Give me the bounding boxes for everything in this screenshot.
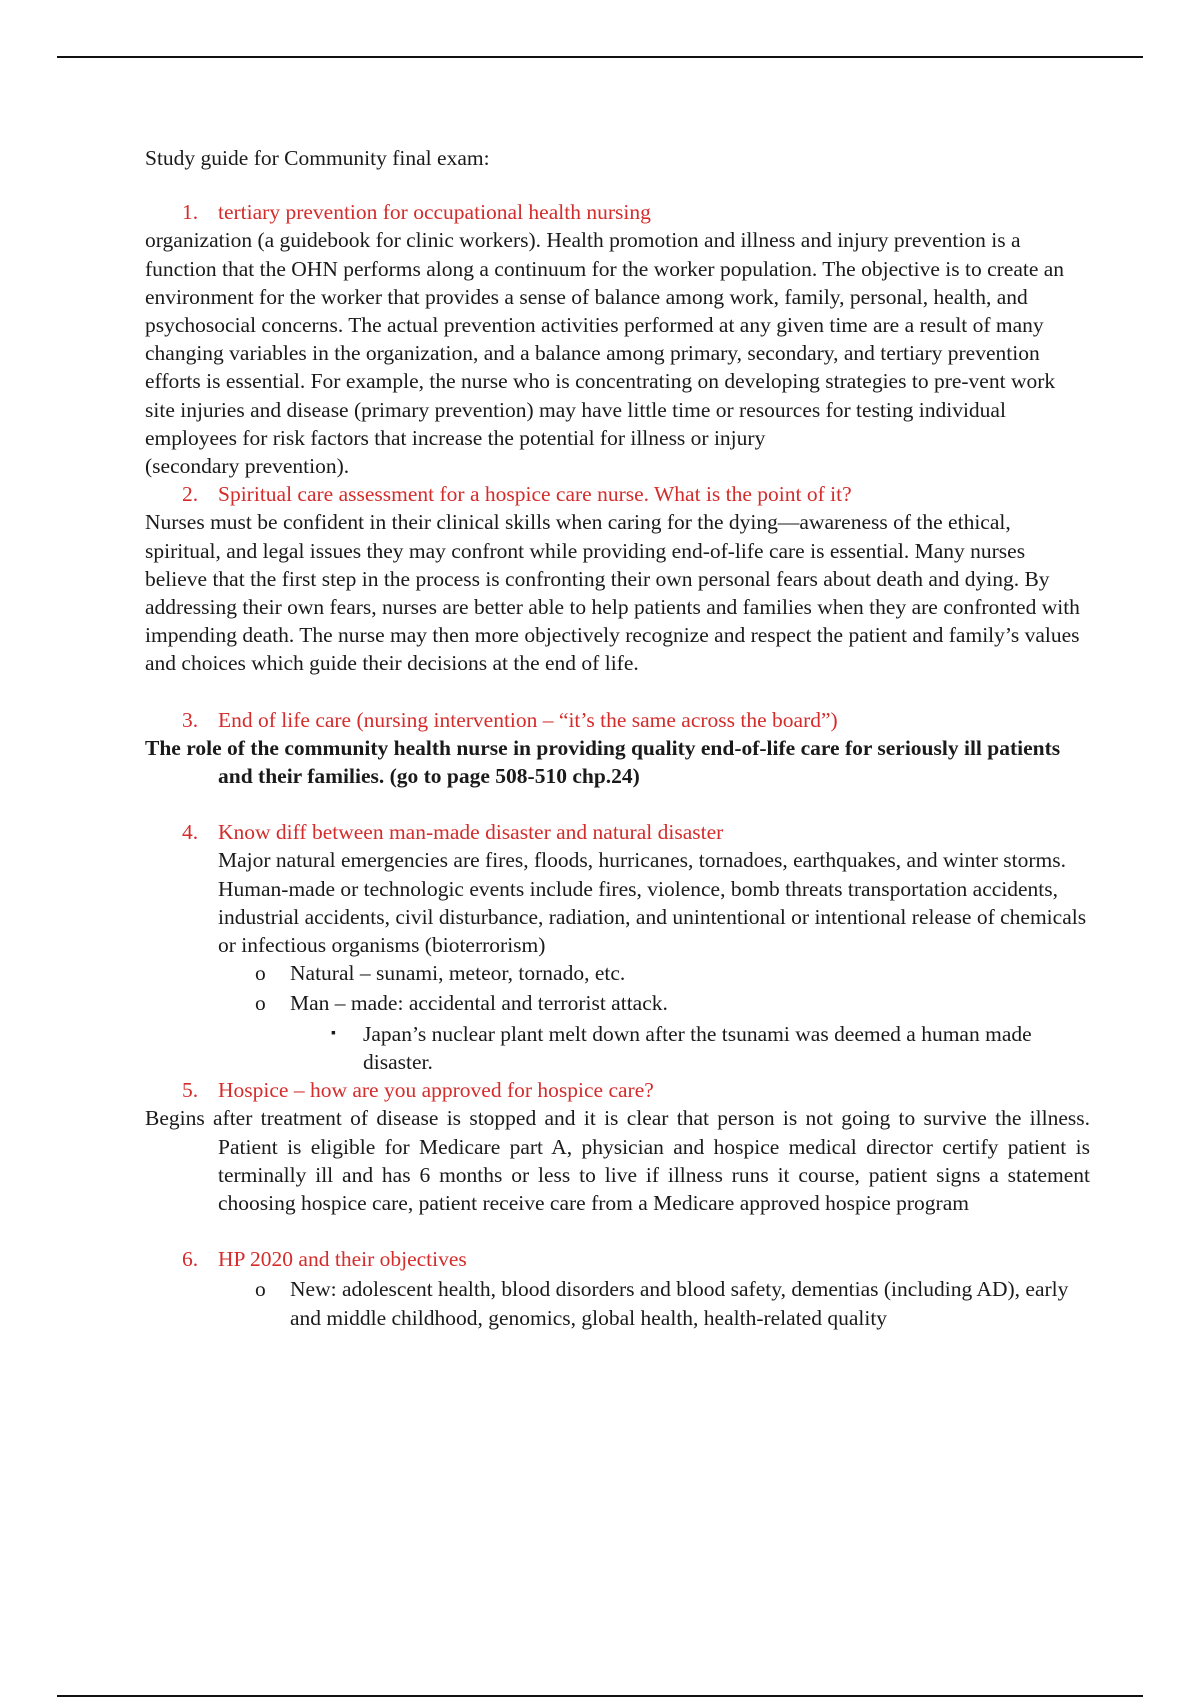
list-item-text: New: adolescent health, blood disorders and blood safety, dementias (including AD), early and middle childhood, genomics, global health, health-related quality [290, 1277, 1069, 1330]
list-item-text: Natural – sunami, meteor, tornado, etc. [290, 961, 626, 986]
section-6-title: HP 2020 and their objectives [218, 1247, 467, 1272]
spacer [145, 678, 1090, 706]
bullet-marker: o [255, 991, 266, 1016]
top-rule [57, 56, 1143, 58]
spacer [145, 1217, 1090, 1245]
section-2-heading [145, 480, 1090, 508]
section-4-title: Know diff between man-made disaster and natural disaster [218, 820, 724, 845]
bottom-rule [57, 1695, 1143, 1697]
section-2-body: Nurses must be confident in their clinical skills when caring for the dying—awareness of the ethical, spiritual, and legal issues they may confront while providing end-of-life care is essential. Many nurses believe that the first step in the process is confronting their own personal fears about death and dying. By addressing their own fears, nurses are better able to help patients and families when they are confronted with impending death. The nurse may then more objectively recognize and respect the patient and family’s values and choices which guide their decisions at the end of life. [145, 510, 1080, 676]
section-5-heading [145, 1076, 1090, 1104]
section-1-body-end: (secondary prevention). [145, 454, 350, 479]
section-1-title: tertiary prevention for occupational health nursing [218, 200, 651, 225]
nested-list-item [145, 1020, 1090, 1076]
spacer [145, 790, 1090, 818]
section-3-body: The role of the community health nurse in providing quality end-of-life care for seriously ill patients and their families. (go to page 508-510 chp.24) [145, 735, 1061, 789]
section-3-heading [145, 706, 1090, 734]
square-bullet-marker: ▪ [331, 1025, 336, 1041]
bullet-marker: o [255, 1277, 266, 1302]
list-item [145, 1275, 1090, 1331]
section-6-heading [145, 1245, 1090, 1273]
section-4-number: 4. [182, 820, 199, 845]
list-item [145, 959, 1090, 987]
bullet-marker: o [255, 961, 266, 986]
section-5-number: 5. [182, 1078, 199, 1103]
list-item [145, 989, 1090, 1017]
section-5-title: Hospice – how are you approved for hospice care? [218, 1078, 654, 1103]
section-1-heading [145, 198, 1090, 226]
list-item-text: Man – made: accidental and terrorist attack. [290, 991, 668, 1016]
document-title: Study guide for Community final exam: [145, 146, 490, 170]
nested-list-item-text: Japan’s nuclear plant melt down after the tsunami was deemed a human made disaster. [363, 1021, 1032, 1074]
section-3-title: End of life care (nursing intervention – “it’s the same across the board”) [218, 707, 838, 732]
section-4-heading [145, 818, 1090, 846]
section-1-body: organization (a guidebook for clinic workers). Health promotion and illness and injury prevention is a function that the OHN performs along a continuum for the worker population. The objective is to create an environment for the worker that provides a sense of balance among work, family, personal, health, and psychosocial concerns. The actual prevention activities performed at any given time are a result of many changing variables in the organization, and a balance among primary, secondary, and tertiary prevention efforts is essential. For example, the nurse who is concentrating on developing strategies to pre-vent work site injuries and disease (primary prevention) may have little time or resources for testing individual employees for risk factors that increase the potential for illness or injury [145, 228, 1065, 450]
section-2-number: 2. [182, 482, 199, 507]
section-5-body: Begins after treatment of disease is stopped and it is clear that person is not going to survive the illness. Patient is eligible for Medicare part A, physician and hospice medical director certify patient is terminally ill and has 6 months or less to live if illness runs it course, patient signs a statement choosing hospice care, patient receive care from a Medicare approved hospice program [145, 1106, 1090, 1215]
document-page [145, 144, 1090, 1332]
section-1-number: 1. [182, 200, 199, 225]
section-2-title: Spiritual care assessment for a hospice care nurse. What is the point of it? [218, 482, 852, 507]
spacer [145, 172, 1090, 198]
section-4-body: Major natural emergencies are fires, floods, hurricanes, tornadoes, earthquakes, and winter storms. Human-made or technologic events include fires, violence, bomb threats transportation accidents, industrial accidents, civil disturbance, radiation, and unintentional or intentional release of chemicals or infectious organisms (bioterrorism) [218, 848, 1087, 958]
section-3-number: 3. [182, 707, 199, 732]
section-6-number: 6. [182, 1247, 199, 1272]
